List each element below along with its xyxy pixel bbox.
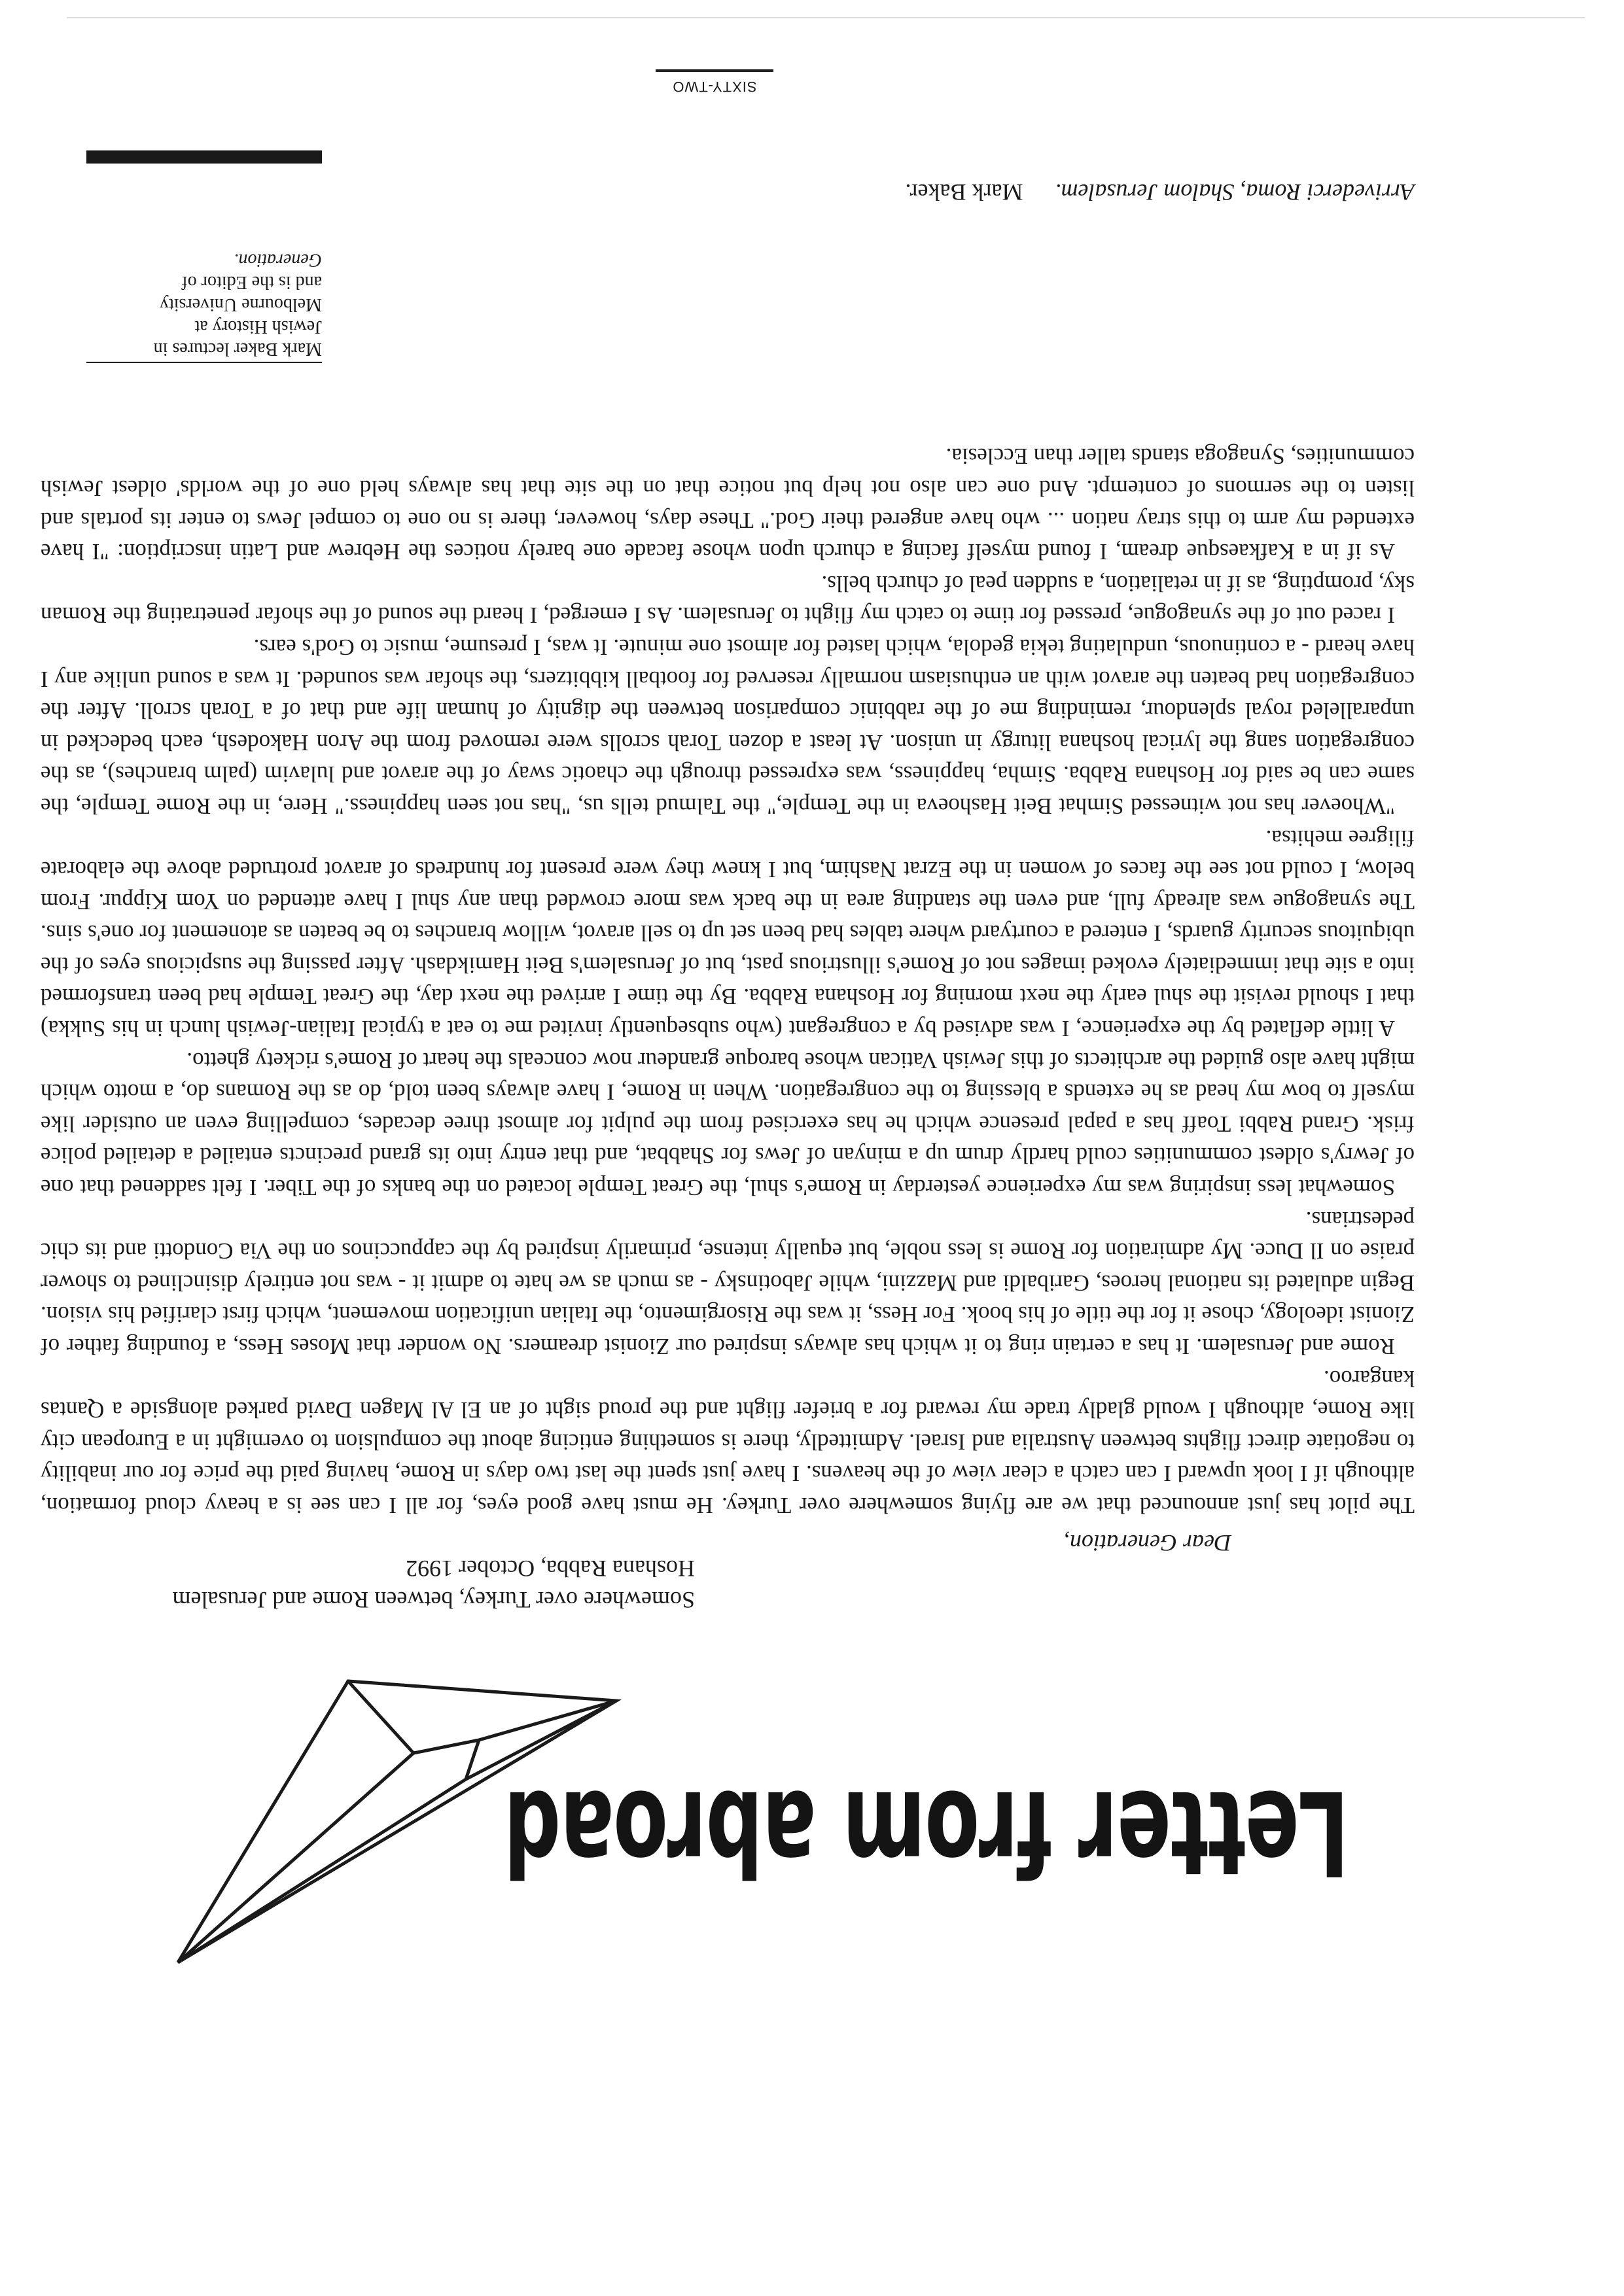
bio-bar [86,150,322,164]
salutation: Dear Generation, [1064,1530,1231,1556]
body-paragraph: I raced out of the synagogue, pressed for time to catch my flight to Jerusalem. As I emerged, I heard the sound of the shofar penetrating the Roman sky, prompting, as if in retaliation, a sudden peal of church bells. [41,570,1415,629]
dateline [41,1553,695,1616]
sign-off: Arrivederci Roma, Shalom Jerusalem. [1055,179,1415,205]
body-paragraph: A little deflated by the experience, I was advised by a congregant (who subsequently invited me to eat a typical Italian-Jewish lunch in his Sukka) that I should revisit the shul early the next morning for Hoshana Rabba. By the time I arrived the next day, the Great Temple had been transformed into a site that immediately evoked images not of Rome's illustrious past, but of Jerusalem's Beit Hamikdash. After passing the suspicious eyes of the ubiquitous security guards, I entered a courtyard where tables had been set up to sell aravot, willow branches to be beaten as atonement for one's sins. The synagogue was already full, and even the standing area in the back was more crowded than any shul I have attended on Yom Kippur. From below, I could not see the faces of women in the Ezrat Nashim, but I knew they were present for hundreds of aravot protruded above the elaborate filigree mehitsa. [41,825,1415,1042]
closing [525,179,1415,206]
author-bio [86,249,322,360]
dateline-place: Somewhere over Turkey, between Rome and Jerusalem [172,1587,695,1613]
page-number: SIXTY-TWO [672,78,757,95]
bio-line: and is the Editor of [181,272,322,292]
body-paragraph: Rome and Jerusalem. It has a certain ring to it which has always inspired our Zionist dreamers. No wonder that Moses Hess, a founding father of Zionist ideology, chose it for the title of his book. For Hess, it was the Risorgimento, the Italian unification movement, which first clarified his vision. Begin adulated its national heroes, Garibaldi and Mazzini, while Jabotinsky - as much as we hate to admit it - was not entirely disinclined to shower praise on Il Duce. My admiration for Rome is less noble, but equally intense, primarily inspired by the cappuccinos on the Via Condotti and its chic pedestrians. [41,1206,1415,1360]
letter-body [41,440,1415,1521]
header [171,1635,1349,1975]
body-paragraph: "Whoever has not witnessed Simhat Beit Hashoeva in the Temple," the Talmud tells us, "has not seen happiness." Here, in the Rome Temple, the same can be said for Hoshana Rabba. Simha, happiness, was expressed through the chaotic sway of the aravot and lulavim (palm branches), as the congregation sang the lyrical hoshana liturgy in unison. At least a dozen Torah scrolls were removed from the Aron Hakodesh, each bedecked in unparalleled royal splendour, reminding me of the rabbinic comparison between the dignity of human life and that of a Torah scroll. After the congregation had beaten the aravot with an enthusiasm normally reserved for football kibbitzers, the shofar was sounded. It was a sound unlike any I have heard - a continuous, undulating tekia gedola, which lasted for almost one minute. It was, I presume, music to God's ears. [41,634,1415,819]
bio-line: Jewish History at [194,317,322,337]
body-paragraph: As if in a Kafkaesque dream, I found myself facing a church upon whose facade one barely notices the Hebrew and Latin inscription: "I have extended my arm to this stray nation ... who have angered their God." These days, however, there is no one to compel Jews to enter its portals and listen to the sermons of contempt. And one can also not help but notice that on the site that has always held one of the worlds' oldest Jewish communities, Synagoga stands taller than Ecclesia. [41,444,1415,565]
page-number-rule [656,69,773,72]
body-paragraph: Somewhat less inspiring was my experience yesterday in Rome's shul, the Great Temple located on the banks of the Tiber. I felt saddened that one of Jewry's oldest communities could hardly drum up a minyan of Jews for Shabbat, and that entry into its grand precincts entailed a detailed police frisk. Grand Rabbi Toaff has a papal presence which he has exercised from the pulpit for almost three decades, compelling even an outsider like myself to bow my head as he extends a blessing to the congregation. When in Rome, I have always been told, do as the Romans do, a motto which might have also guided the architects of this Jewish Vatican whose baroque grandeur now conceals the heart of Rome's rickety ghetto. [41,1047,1415,1201]
dateline-date: Hoshana Rabba, October 1992 [406,1556,695,1582]
page-edge-rule [67,17,1585,18]
page-title: Letter from abroad [504,1764,1349,1900]
body-paragraph: The pilot has just announced that we are flying somewhere over Turkey. He must have good eyes, for all I can see is a heavy cloud formation, although if I look upward I can catch a clear view of the heavens. I have just spent the last two days in Rome, having paid the price for our inability to negotiate direct flights between Australia and Israel. Admittedly, there is something enticing about the compulsion to overnight in a European city like Rome, although I would gladly trade my reward for a briefer flight and the proud sight of an El Al Magen David parked alongside a Qantas kangaroo. [41,1365,1415,1518]
bio-line: Melbourne University [159,294,322,315]
bio-line: Generation. [234,250,322,270]
signature: Mark Baker. [905,179,1023,205]
bio-line: Mark Baker lectures in [153,339,322,359]
bio-divider [86,362,322,363]
